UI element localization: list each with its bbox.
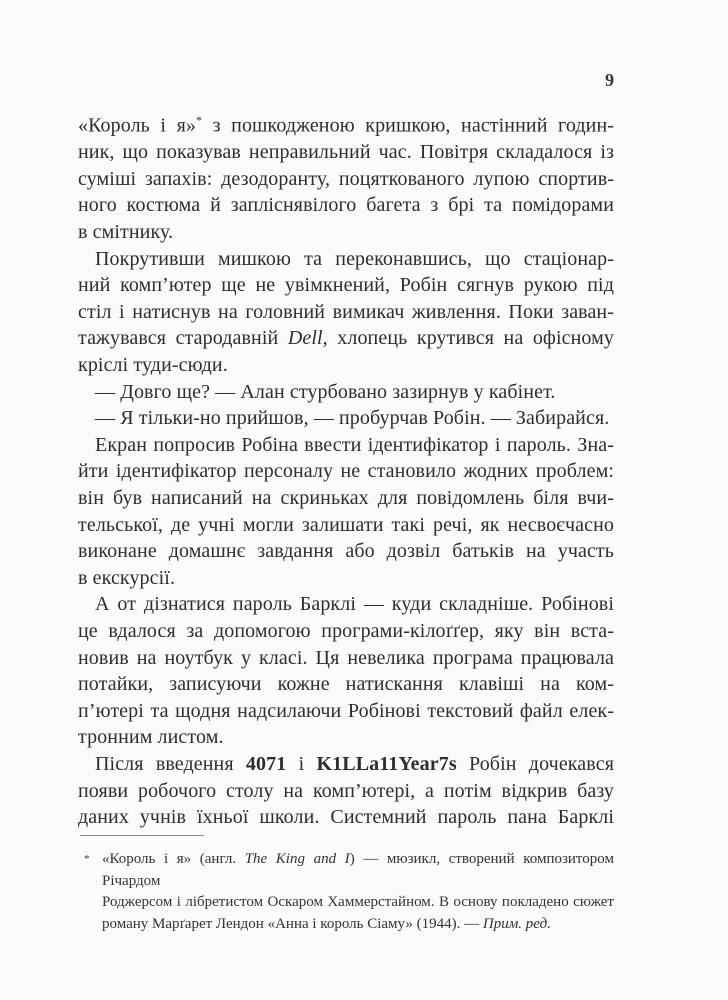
text-line: тельської, де учні могли залишати такі речі, як несвоєчасно — [78, 513, 614, 536]
paragraph — [78, 246, 614, 379]
text-line: тронним листом. — [78, 726, 224, 749]
text-line: — Довго ще? — Алан стурбовано зазирнув у кабінет. — [95, 380, 556, 403]
text-line: це вдалося за допомогою програми-кілоґґер, яку він вста- — [78, 619, 614, 642]
text-line: новив на ноутбук у класі. Ця невелика програма працювала — [78, 646, 614, 669]
text-line: Після введення 4071 і K1LLa11Year7s Робін дочекався — [95, 752, 614, 775]
footnote-marker: * — [84, 853, 90, 865]
text-line: «Король і я»* з пошкодженою кришкою, настінний годин- — [78, 113, 615, 137]
text-line: стіл і натиснув на головний вимикач живлення. Поки заван- — [78, 300, 614, 323]
text-line: ний комп’ютер ще не увімкнений, Робін сягнув рукою під — [78, 274, 614, 297]
text-line: А от дізнатися пароль Барклі — куди складніше. Робінові — [95, 593, 614, 616]
text-line: п’ютері та щодня надсилаючи Робінові текстовий файл елек- — [78, 699, 614, 722]
footnote-separator-rule — [80, 835, 204, 836]
text-line: «Король і я» (англ. The King and I) — мюзикл, створений композитором Річардом — [102, 851, 614, 889]
paragraph — [78, 751, 614, 831]
text-line: в смітнику. — [78, 221, 174, 244]
dialogue-line — [78, 405, 614, 432]
dialogue-line — [78, 379, 614, 406]
text-line: ного костюма й запліснявілого багета з брі та помідорами — [78, 194, 614, 217]
body-text-block — [78, 107, 614, 831]
paragraph — [78, 591, 614, 751]
text-line: кріслі туди-сюди. — [78, 354, 228, 376]
text-line: Роджерсом і лібретистом Оскаром Хаммерстайном. В основу покладено сюжет — [102, 894, 614, 910]
text-line: Покрутивши мишкою та переконавшись, що стаціонар- — [95, 247, 614, 270]
text-line: даних учнів їхньої школи. Системний пароль пана Барклі — [78, 806, 614, 829]
footnote-area — [78, 826, 614, 935]
paragraph — [78, 107, 614, 246]
text-line: тажувався стародавній Dell, хлопець крутився на офісному — [78, 327, 614, 350]
footnote-text — [102, 849, 614, 935]
text-line: він був написаний на скриньках для повідомлень біля вчи- — [78, 486, 614, 509]
text-line: ник, що показував неправильний час. Повітря складалося із — [78, 141, 614, 164]
paragraph — [78, 432, 614, 592]
page-number: 9 — [605, 70, 614, 90]
text-line: йти ідентифікатор персоналу не становило жодних проблем: — [78, 460, 614, 483]
text-line: в екскурсії. — [78, 566, 176, 589]
text-line: суміші запахів: дезодоранту, поцяткованого лупою спортив- — [78, 167, 614, 190]
text-line: виконане домашнє завдання або дозвіл батьків на участь — [78, 540, 614, 563]
text-line: появи робочого столу на комп’ютері, а потім відкрив базу — [78, 779, 614, 802]
text-line: роману Марґарет Лендон «Анна і король Сіаму» (1944). — Прим. ред. — [102, 915, 551, 932]
text-line: потайки, записуючи кожне натискання клавіші на ком- — [78, 673, 614, 696]
text-line: Екран попросив Робіна ввести ідентифікатор і пароль. Зна- — [95, 433, 614, 456]
footnote — [78, 849, 614, 935]
text-line: — Я тільки-но прийшов, — пробурчав Робін. — Забирайся. — [95, 407, 610, 430]
